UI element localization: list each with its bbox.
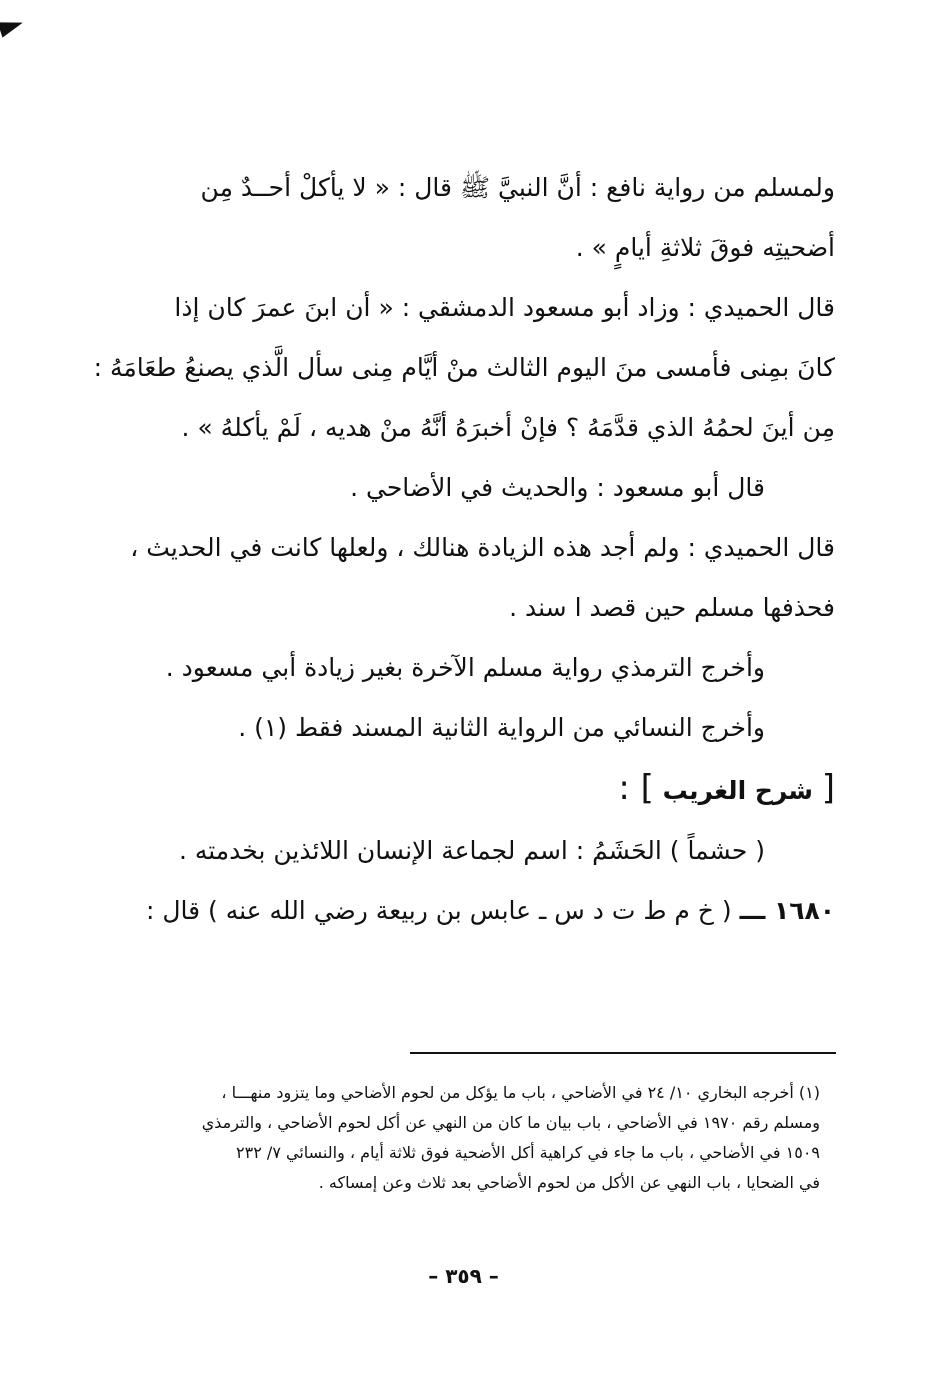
spacer [90,326,835,350]
hadith-intro: ( خ م ط ت د س ـ عابس بن ربيعة رضي الله عنه ) قال : [145,896,732,925]
footnote-line-4: في الضحايا ، باب النهي عن الأكل من لحوم الأضاحي بعد ثلاث وعن إمساكه . [318,1173,820,1192]
spacer [90,746,835,770]
footnote-line-2: ومسلم رقم ١٩٧٠ في الأضاحي ، باب بيان ما كان من النهي عن أكل لحوم الأضاحي ، والترمذي [201,1113,820,1132]
paragraph-tirmidhi: وأخرج الترمذي رواية مسلم الآخرة بغير زيادة أبي مسعود . [165,653,765,682]
paragraph-humaydi-line-2: كانَ بمِنى فأمسى منَ اليوم الثالث منْ أيَّام مِنى سأل الَّذي يصنعُ طعَامَهُ : [93,353,835,382]
paragraph-abu-masud: قال أبو مسعود : والحديث في الأضاحي . [350,473,765,502]
heading-bracket-close: ] : [618,768,654,808]
spacer [90,206,835,230]
spacer [90,809,835,833]
paragraph-humaydi-note-line-1: قال الحميدي : ولم أجد هذه الزيادة هنالك ، ولعلها كانت في الحديث ، [130,533,835,562]
spacer [90,566,835,590]
main-text [90,170,835,929]
spacer [90,446,835,470]
section-heading [90,770,835,809]
footnote-divider [410,1052,836,1054]
gloss-hashama: ( حشماً ) الحَشَمُ : اسم لجماعة الإنسان اللائذين بخدمته . [178,836,765,865]
footnote-line-1: (١) أخرجه البخاري ١٠/ ٢٤ في الأضاحي ، باب ما يؤكل من لحوم الأضاحي وما يتزود منهـــا ، [221,1083,820,1102]
spacer [90,266,835,290]
paragraph-muslim-line-1: ولمسلم من رواية نافع : أنَّ النبيَّ ﷺ قال : « لا يأكلْ أحــدٌ مِن [200,173,835,202]
spacer [90,626,835,650]
paragraph-humaydi-line-3: مِن أينَ لحمُهُ الذي قدَّمَهُ ؟ فإنْ أخبرَهُ أنَّهُ منْ هديه ، لَمْ يأكلهُ » . [181,413,835,442]
paragraph-nasai: وأخرج النسائي من الرواية الثانية المسند فقط (١) . [238,713,765,742]
page-number: – ٣٥٩ – [428,1264,499,1288]
paragraph-humaydi-note-line-2: فحذفها مسلم حين قصد ا سند . [509,593,835,622]
heading-bracket-open: [ [821,768,835,808]
paragraph-muslim-line-2: أضحيتِه فوقَ ثلاثةِ أيامٍ » . [575,233,835,262]
spacer [90,869,835,893]
hadith-1680 [90,893,835,929]
hadith-number: ١٦٨٠ ـــ [739,896,835,925]
spacer [90,506,835,530]
heading-text: شرح الغريب [662,776,814,805]
footnote-line-3: ١٥٠٩ في الأضاحي ، باب ما جاء في كراهية أكل الأضحية فوق ثلاثة أيام ، والنسائي ٧/ ٢٣٢ [236,1143,820,1162]
footnotes [95,1078,820,1198]
corner-mark [0,15,25,38]
spacer [90,386,835,410]
paragraph-humaydi-line-1: قال الحميدي : وزاد أبو مسعود الدمشقي : « أن ابنَ عمرَ كان إذا [174,293,835,322]
spacer [90,686,835,710]
